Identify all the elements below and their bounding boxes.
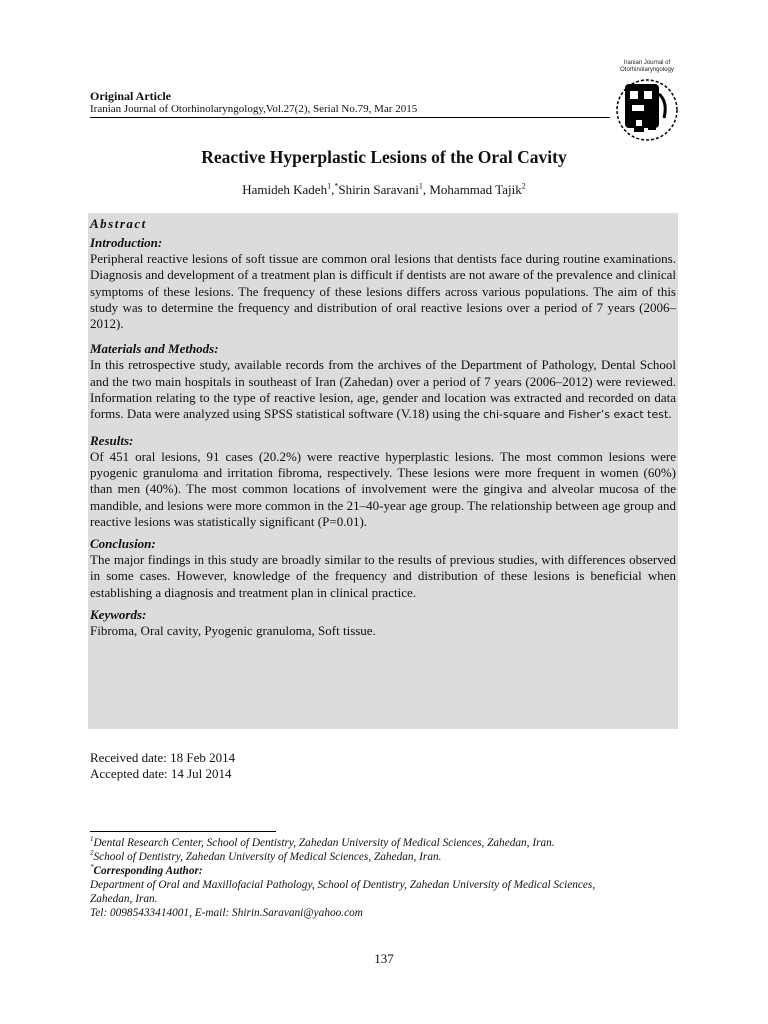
results-text: Of 451 oral lesions, 91 cases (20.2%) were reactive hyperplastic lesions. The most common lesions were pyogenic granuloma and irritation fibroma, respectively. These lesions were more frequent in women (60%) than men (40%). The most common locations of involvement were the gingiva and alveolar mucosa of the mandible, and lesions were more common in the 21–40-year age group. The relationship between age group and reactive lesions was statistically significant (P=0.01).	[90, 448, 676, 529]
received-date: Received date: 18 Feb 2014	[90, 750, 236, 765]
logo-text-line2: Otorhinolaryngology	[620, 67, 674, 73]
header-divider	[90, 117, 610, 118]
conclusion-heading: Conclusion:	[90, 536, 156, 552]
footnote-mark: 2	[90, 849, 94, 858]
keywords-heading: Keywords:	[90, 607, 147, 623]
footnote-1	[90, 836, 690, 850]
journal-emblem-icon	[608, 74, 686, 144]
author-name: Shirin Saravani	[338, 182, 419, 197]
author-name: Hamideh Kadeh	[242, 182, 328, 197]
corresponding-author-city: Zahedan, Iran.	[90, 893, 158, 905]
page-number: 137	[374, 951, 394, 966]
footnotes	[90, 836, 690, 920]
methods-text: In this retrospective study, available records from the archives of the Department of Pathology, Dental School and the two main hospitals in southeast of Iran (Zahedan) over a period of 7 years (2006–2012) were reviewed. Information relating to the type of reactive lesion, age, gender and location was extracted and recorded on data forms. Data were analyzed using SPSS statistical software (V.18) using the	[90, 357, 676, 422]
results-heading: Results:	[90, 432, 134, 448]
affiliation-mark: 1	[418, 181, 423, 191]
author-name: Mohammad Tajik	[429, 182, 522, 197]
footnote-divider	[90, 831, 276, 832]
accepted-date: Accepted date: 14 Jul 2014	[90, 766, 232, 781]
footnote-text: School of Dentistry, Zahedan University of Medical Sciences, Zahedan, Iran.	[93, 851, 442, 863]
affiliation-mark: 1	[327, 181, 332, 191]
methods-paragraph	[90, 357, 676, 423]
footnote-mark: *	[90, 863, 94, 872]
footnote-mark: 1	[90, 835, 94, 844]
affiliation-mark: 2	[521, 181, 526, 191]
logo-text-line1: Iranian Journal of	[623, 60, 671, 66]
article-type: Original Article	[90, 89, 171, 103]
paper-title: Reactive Hyperplastic Lesions of the Oral Cavity	[201, 147, 567, 167]
author-separator: ,	[422, 182, 430, 197]
corresponding-mark: *	[334, 181, 339, 191]
methods-text-tail: chi-square and Fisher’s exact test.	[482, 408, 672, 422]
article-header	[90, 90, 610, 115]
footnote-text: Dental Research Center, School of Dentistry, Zahedan University of Medical Sciences, Zahedan, Iran.	[93, 837, 555, 849]
author-separator: ,	[331, 182, 335, 197]
introduction-heading: Introduction:	[90, 235, 163, 250]
conclusion-text: The major findings in this study are broadly similar to the results of previous studies, with differences observed in some cases. However, knowledge of the frequency and distribution of these lesions is beneficial when establishing a diagnosis and treatment plan in clinical practice.	[90, 552, 676, 600]
submission-dates	[90, 750, 235, 782]
journal-citation: Iranian Journal of Otorhinolaryngology,Vol.27(2), Serial No.79, Mar 2015	[90, 103, 418, 115]
keywords-text: Fibroma, Oral cavity, Pyogenic granuloma, Soft tissue.	[90, 623, 376, 639]
journal-logo	[608, 60, 686, 144]
abstract-heading: Abstract	[90, 216, 147, 231]
corresponding-author-label	[90, 864, 690, 878]
introduction-text: Peripheral reactive lesions of soft tissue are common oral lesions that dentists face during routine examinations. Diagnosis and development of a treatment plan is difficult if dentists are not aware of the prevalence and clinical symptoms of these lesions. The frequency of these lesions differs across various populations. The aim of this study was to determine the frequency and distribution of oral reactive lesions over a period of 7 years (2006–2012).	[90, 251, 676, 332]
corresponding-author-contact: Tel: 00985433414001, E-mail: Shirin.Saravani@yahoo.com	[90, 907, 363, 919]
author-list	[80, 182, 688, 198]
footnote-2	[90, 850, 690, 864]
methods-heading: Materials and Methods:	[90, 341, 219, 357]
abstract-box	[88, 213, 678, 729]
footnote-text: Corresponding Author:	[93, 865, 203, 877]
corresponding-author-dept: Department of Oral and Maxillofacial Pathology, School of Dentistry, Zahedan University of Medical Sciences,	[90, 879, 596, 891]
